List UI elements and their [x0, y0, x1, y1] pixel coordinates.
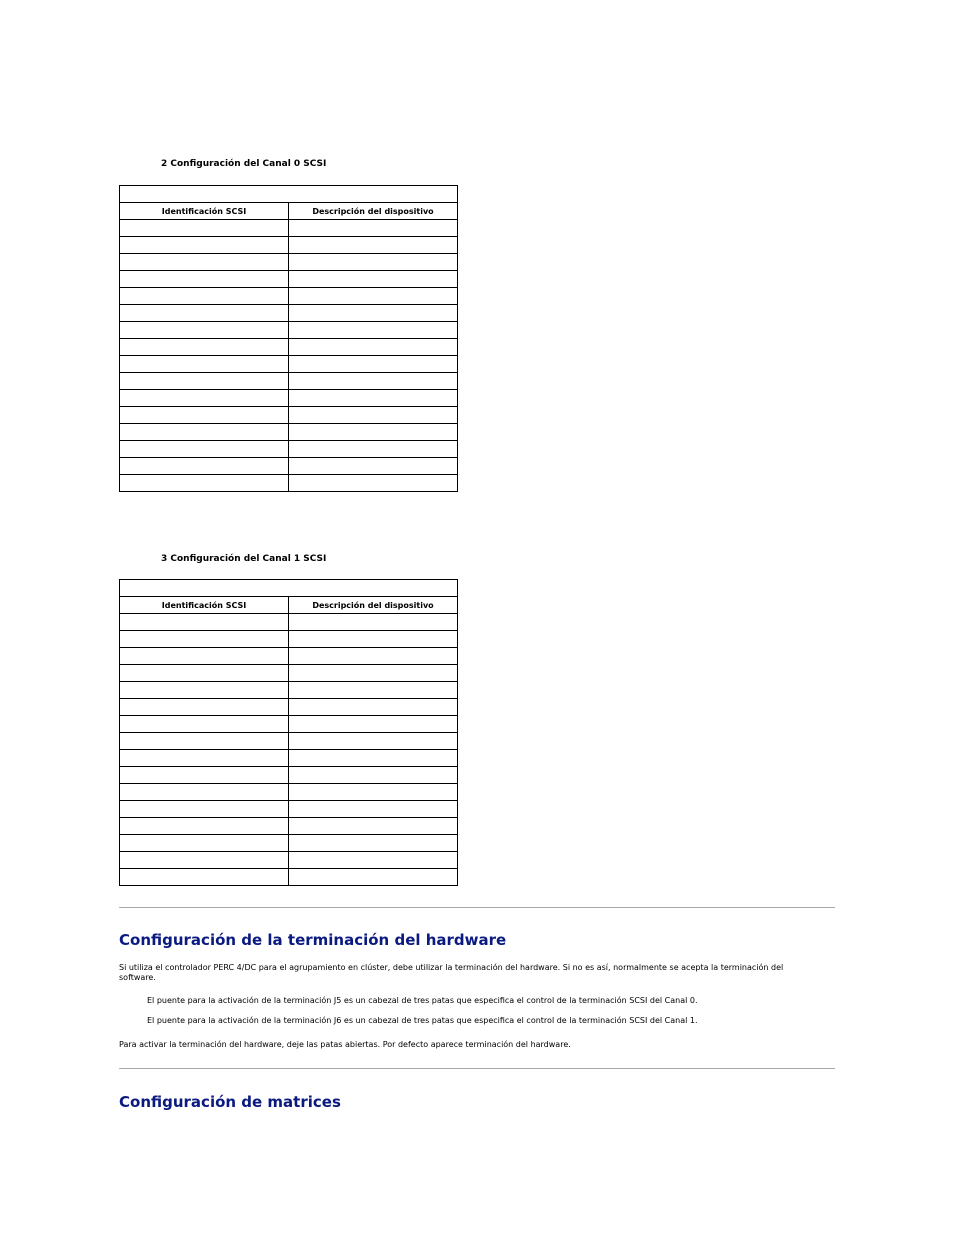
- scsi-channel-1-table: [119, 579, 458, 886]
- device-description-cell: [289, 852, 458, 869]
- device-description-cell: [289, 699, 458, 716]
- table-row: [120, 733, 458, 750]
- device-description-cell: [289, 339, 458, 356]
- device-description-cell: [289, 835, 458, 852]
- device-description-cell: [289, 288, 458, 305]
- section-heading-array-configuration: Configuración de matrices: [119, 1093, 341, 1111]
- table-row: [120, 322, 458, 339]
- table-row: [120, 373, 458, 390]
- section-divider: [119, 907, 835, 908]
- table-row: [120, 631, 458, 648]
- device-description-cell: [289, 631, 458, 648]
- table-row: [120, 784, 458, 801]
- table-row: [120, 271, 458, 288]
- device-description-cell: [289, 665, 458, 682]
- scsi-id-cell: [120, 767, 289, 784]
- scsi-id-cell: [120, 733, 289, 750]
- table-row: [120, 801, 458, 818]
- table-row: [120, 441, 458, 458]
- device-description-cell: [289, 271, 458, 288]
- device-description-cell: [289, 356, 458, 373]
- scsi-id-cell: [120, 869, 289, 886]
- device-description-cell: [289, 818, 458, 835]
- column-header-device-description: Descripción del dispositivo: [289, 597, 458, 614]
- table-row: [120, 305, 458, 322]
- device-description-cell: [289, 441, 458, 458]
- table-row: [120, 356, 458, 373]
- scsi-id-cell: [120, 614, 289, 631]
- scsi-id-cell: [120, 682, 289, 699]
- device-description-cell: [289, 220, 458, 237]
- scsi-id-cell: [120, 699, 289, 716]
- device-description-cell: [289, 424, 458, 441]
- table-row: [120, 852, 458, 869]
- table-row: [120, 699, 458, 716]
- scsi-id-cell: [120, 475, 289, 492]
- table-row: [120, 288, 458, 305]
- device-description-cell: [289, 322, 458, 339]
- table-title-cell: [120, 186, 458, 203]
- scsi-id-cell: [120, 665, 289, 682]
- scsi-id-cell: [120, 852, 289, 869]
- scsi-id-cell: [120, 373, 289, 390]
- table-row: [120, 614, 458, 631]
- scsi-id-cell: [120, 750, 289, 767]
- table-row: [120, 665, 458, 682]
- table-row: [120, 339, 458, 356]
- table-row: [120, 407, 458, 424]
- table-row: [120, 869, 458, 886]
- hardware-termination-note: Para activar la terminación del hardware, deje las patas abiertas. Por defecto aparece terminación del hardware.: [119, 1040, 571, 1049]
- device-description-cell: [289, 869, 458, 886]
- device-description-cell: [289, 648, 458, 665]
- section-divider: [119, 1068, 835, 1069]
- table-row: [120, 254, 458, 271]
- device-description-cell: [289, 801, 458, 818]
- scsi-channel-0-table: [119, 185, 458, 492]
- table-caption-channel-1: 3 Configuración del Canal 1 SCSI: [161, 554, 327, 564]
- table-row: [120, 818, 458, 835]
- device-description-cell: [289, 305, 458, 322]
- scsi-id-cell: [120, 716, 289, 733]
- scsi-id-cell: [120, 390, 289, 407]
- device-description-cell: [289, 237, 458, 254]
- table-row: [120, 648, 458, 665]
- list-item-j6: El puente para la activación de la terminación J6 es un cabezal de tres patas que especifica el control de la terminación SCSI del Canal 1.: [147, 1016, 698, 1025]
- list-item-j5: El puente para la activación de la terminación J5 es un cabezal de tres patas que especifica el control de la terminación SCSI del Canal 0.: [147, 996, 698, 1005]
- device-description-cell: [289, 390, 458, 407]
- table-row: [120, 424, 458, 441]
- scsi-id-cell: [120, 339, 289, 356]
- scsi-id-cell: [120, 254, 289, 271]
- table-title-cell: [120, 580, 458, 597]
- table-row: [120, 475, 458, 492]
- scsi-id-cell: [120, 356, 289, 373]
- scsi-id-cell: [120, 784, 289, 801]
- scsi-id-cell: [120, 288, 289, 305]
- device-description-cell: [289, 458, 458, 475]
- column-header-scsi-id: Identificación SCSI: [120, 597, 289, 614]
- hardware-termination-intro: Si utiliza el controlador PERC 4/DC para el agrupamiento en clúster, debe utilizar la terminación del hardware. Si no es así, normalmente se acepta la terminación del software.: [119, 963, 784, 982]
- scsi-id-cell: [120, 631, 289, 648]
- scsi-id-cell: [120, 818, 289, 835]
- table-row: [120, 835, 458, 852]
- table-caption-channel-0: 2 Configuración del Canal 0 SCSI: [161, 159, 327, 169]
- table-row: [120, 220, 458, 237]
- scsi-id-cell: [120, 220, 289, 237]
- scsi-id-cell: [120, 458, 289, 475]
- device-description-cell: [289, 254, 458, 271]
- table-row: [120, 767, 458, 784]
- column-header-device-description: Descripción del dispositivo: [289, 203, 458, 220]
- table-row: [120, 750, 458, 767]
- table-row: [120, 716, 458, 733]
- scsi-id-cell: [120, 407, 289, 424]
- scsi-id-cell: [120, 648, 289, 665]
- section-heading-hardware-termination: Configuración de la terminación del hardware: [119, 931, 507, 949]
- device-description-cell: [289, 614, 458, 631]
- scsi-id-cell: [120, 305, 289, 322]
- device-description-cell: [289, 373, 458, 390]
- device-description-cell: [289, 733, 458, 750]
- table-row: [120, 390, 458, 407]
- scsi-id-cell: [120, 322, 289, 339]
- scsi-id-cell: [120, 424, 289, 441]
- scsi-id-cell: [120, 835, 289, 852]
- device-description-cell: [289, 682, 458, 699]
- device-description-cell: [289, 716, 458, 733]
- device-description-cell: [289, 750, 458, 767]
- table-row: [120, 237, 458, 254]
- table-row: [120, 458, 458, 475]
- table-row: [120, 682, 458, 699]
- device-description-cell: [289, 767, 458, 784]
- scsi-id-cell: [120, 801, 289, 818]
- device-description-cell: [289, 407, 458, 424]
- scsi-id-cell: [120, 237, 289, 254]
- scsi-id-cell: [120, 441, 289, 458]
- device-description-cell: [289, 784, 458, 801]
- scsi-id-cell: [120, 271, 289, 288]
- device-description-cell: [289, 475, 458, 492]
- column-header-scsi-id: Identificación SCSI: [120, 203, 289, 220]
